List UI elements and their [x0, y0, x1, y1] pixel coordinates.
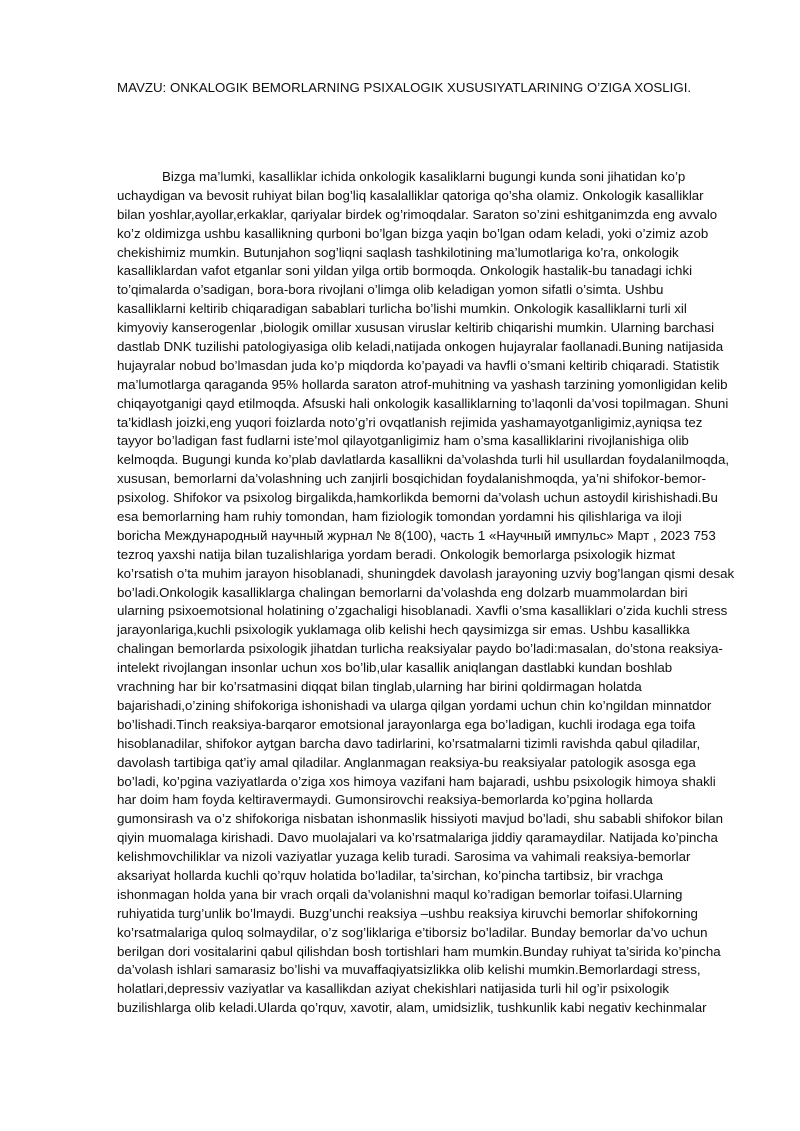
body-line: esa bemorlarning ham ruhiy tomondan, ham fiziologik tomondan yordamni his qilishlariga va iloji — [117, 509, 682, 525]
body-line: boricha Международный научный журнал № 8(100), часть 1 «Научный импульс» Март , 2023 753 — [117, 527, 716, 543]
body-line: hisoblanadilar, shifokor aytgan barcha davo tadirlarini, ko’rsatmalarni tizimli ravishda qabul qiladilar, — [117, 735, 701, 751]
body-line: psixolog. Shifokor va psixolog birgalikda,hamkorlikda bemorni da’volash uchun astoydil kirishishadi.Bu — [117, 490, 718, 506]
body-line: dastlab DNK tuzilishi patologiyasiga olib keladi,natijada onkogen hujayralar faollanadi.Buning natijasida — [117, 339, 724, 355]
body-line: bilan yoshlar,ayollar,erkaklar, qariyalar birdek og’rimoqdalar. Saraton so’zini eshitganimzda eng avvalo — [117, 206, 718, 222]
body-line: kasalliklardan vafot etganlar soni yildan yilga ortib bormoqda. Onkologik hastalik-bu tanadagi ichki — [117, 263, 693, 279]
body-line: da’volash ishlari samarasiz bo’lishi va muvaffaqiyatsizlikka olib kelishi mumkin.Bemorlardagi stress, — [117, 962, 701, 978]
body-line: chalingan bemorlarda psixologik jihatdan turlicha reaksiyalar paydo bo’ladi:masalan, do’stona reaksiya- — [117, 641, 723, 657]
body-line: to’qimalarda o’sadigan, bora-bora rivojlani o’limga olib keladigan yomon sifatli o’simta. Ushbu — [117, 282, 664, 298]
document-body — [117, 168, 757, 1018]
body-line: ruhiyatida turg’unlik bo’lmaydi. Buzg’unchi reaksiya –ushbu reaksiya kiruvchi bemorlar shifokorning — [117, 905, 698, 921]
body-line: jarayonlariga,kuchli psixologik yuklamaga olib kelishi hech qaysimizga sir emas. Ushbu kasallikka — [117, 622, 690, 638]
document-title: MAVZU: ONKALOGIK BEMORLARNING PSIXALOGIK XUSUSIYATLARINING O’ZIGA XOSLIGI. — [117, 80, 692, 95]
body-line: hujayralar nobud bo’lmasdan juda ko’p miqdorda ko’payadi va havfli o’smani keltirib chiqaradi. Statistik — [117, 357, 720, 373]
body-line: aksariyat hollarda kuchli qo’rquv holatida bo’ladilar, ta’sirchan, ko’pincha tartibsiz, bir vrachga — [117, 867, 663, 883]
body-line: buzilishlarga olib keladi.Ularda qo’rquv, xavotir, alam, umidsizlik, tushkunlik kabi negativ kechinmalar — [117, 1000, 707, 1016]
body-line: ma’lumotlarga qaraganda 95% hollarda saraton atrof-muhitning va yashash tarzining yomonligidan kelib — [117, 376, 728, 392]
body-line: kelishmovchiliklar va nizoli vaziyatlar yuzaga kelib turadi. Sarosima va vahimali reaksiya-bemorlar — [117, 849, 691, 865]
body-line: berilgan dori vositalarini qabul qilishdan bosh tortishlari ham mumkin.Bunday ruhiyat ta’sirida ko’pincha — [117, 943, 721, 959]
body-line: uchaydigan va bevosit ruhiyat bilan bog’liq kasalalliklar qatoriga qo’sha olamiz. Onkologik kasalliklar — [117, 187, 704, 203]
body-line: kimyoviy kanserogenlar ,biologik omillar xususan viruslar keltirib chiqarishi mumkin. Ularning barchasi — [117, 320, 715, 336]
body-line: tayyor bo’ladigan fast fudlarni iste’mol qilayotganligimiz ham o’sma kasalliklarini rivojlanishiga olib — [117, 433, 689, 449]
body-line: ko’z oldimizga ushbu kasallikning qurboni bo’lgan bizga yaqin bo’lgan odam keladi, yoki o’zimiz azob — [117, 225, 709, 241]
body-line: vrachning har bir ko’rsatmasini diqqat bilan tinglab,ularning har birini qoldirmagan holatda — [117, 679, 642, 695]
body-line: kasalliklarni keltirib chiqaradigan sabablari turlicha bo’lishi mumkin. Onkologik kasalliklarni turli xil — [117, 301, 687, 317]
body-line: ishonmagan holda yana bir vrach orqali da’volanishni maqul ko’radigan bemorlar toifasi.Ularning — [117, 886, 683, 902]
body-line: chekishimiz mumkin. Butunjahon sog’liqni saqlash tashkilotining ma’lumotlariga ko’ra, onkologik — [117, 244, 679, 260]
body-line: qiyin muomalaga kirishadi. Davo muolajalari va ko’rsatmalariga jiddiy qaramaydilar. Natijada ko’pincha — [117, 830, 718, 846]
body-line: holatlari,depressiv vaziyatlar va kasallikdan aziyat chekishlari natijasida turli hil og’ir psixologik — [117, 981, 670, 997]
body-line: ta’kidlash joizki,eng yuqori foizlarda noto’g’ri ovqatlanish rejimida yashamayotganligimiz,ayniqsa tez — [117, 414, 703, 430]
body-line: bo’ladi, ko’pgina vaziyatlarda o’ziga xos himoya vazifani ham bajaradi, ushbu psixologik himoya shakli — [117, 773, 716, 789]
body-line: bo’ladi.Onkologik kasalliklarga chalingan bemorlarni da’volashda eng dolzarb muammolardan biri — [117, 584, 688, 600]
body-line: kelmoqda. Bugungi kunda ko’plab davlatlarda kasallikni da’volashda turli hil usullardan foydalanilmoqda, — [117, 452, 730, 468]
body-line: davolash tartibiga qat’iy amal qiladilar. Anglanmagan reaksiya-bu reaksiyalar patologik asosga ega — [117, 754, 696, 770]
body-line: intelekt rivojlangan insonlar uchun xos bo’lib,ular kasallik aniqlangan dastlabki kundan boshlab — [117, 660, 673, 676]
body-line: bo’lishadi.Tinch reaksiya-barqaror emotsional jarayonlarga ega bo’ladigan, kuchli irodaga ega toifa — [117, 716, 696, 732]
body-line: xususan, bemorlarni da’volashning uch zanjirli bosqichidan foydalanishmoqda, ya’ni shifokor-bemor- — [117, 471, 707, 487]
body-line: bajarishadi,o’zining shifokoriga ishonishadi va ularga qilgan yordami uchun chin ko’ngildan minnatdor — [117, 697, 712, 713]
body-line: ko’rsatish o’ta muhim jarayon hisoblanadi, shuningdek davolash jarayoning uzviy bog’langan qismi desak — [117, 565, 735, 581]
body-line: ularning psixoemotsional holatining o’zgachaligi hisoblanadi. Xavfli o’sma kasalliklari o’zida kuchli stress — [117, 603, 728, 619]
body-line: Bizga ma’lumki, kasalliklar ichida onkologik kasaliklarni bugungi kunda soni jihatidan ko’p — [162, 169, 686, 184]
body-line: tezroq yaxshi natija bilan tuzalishlariga yordam beradi. Onkologik bemorlarga psixologik hizmat — [117, 546, 676, 562]
body-line: har doim ham foyda keltiravermaydi. Gumonsirovchi reaksiya-bemorlarda ko’pgina hollarda — [117, 792, 653, 808]
body-line: gumonsirash va o’z shifokoriga nisbatan ishonmaslik hissiyoti mavjud bo’ladi, shu sababli shifokor bilan — [117, 811, 724, 827]
body-line: ko’rsatmalariga quloq solmaydilar, o’z sog’liklariga e’tiborsiz bo’ladilar. Bunday bemorlar da’vo uchun — [117, 924, 708, 940]
body-line: chiqayotganigi qayd etilmoqda. Afsuski hali onkologik kasalliklarning to’laqonli da’vosi topilmagan. Shuni — [117, 395, 729, 411]
